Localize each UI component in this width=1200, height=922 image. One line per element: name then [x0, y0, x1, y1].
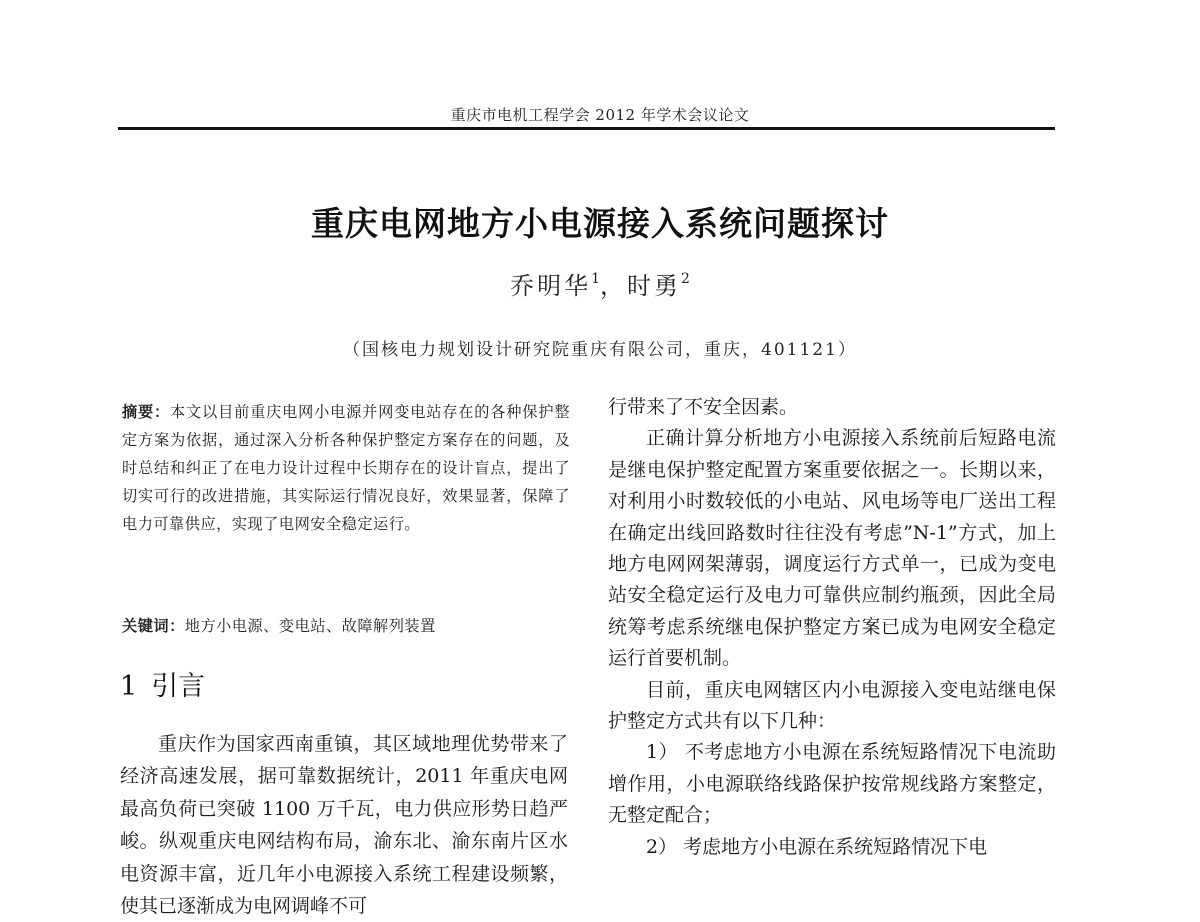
section-number: 1	[120, 671, 138, 702]
keywords-label: 关键词：	[122, 617, 185, 635]
abstract-label: 摘要：	[122, 403, 171, 421]
paper-title: 重庆电网地方小电源接入系统问题探讨	[311, 204, 889, 243]
running-header: 重庆市电机工程学会 2012 年学术会议论文	[450, 106, 750, 124]
body-paragraph: 正确计算分析地方小电源接入系统前后短路电流是继电保护整定配置方案重要依据之一。长期以来，对利用小时数较低的小电站、风电场等电厂送出工程在确定出线回路数时往往没有考虑”N-1”方式，加上地方电网网架薄弱，调度运行方式单一，已成为变电站安全稳定运行及电力可靠供应制约瓶颈，因此全局统筹考虑系统继电保护整定方案已成为电网安全稳定运行首要机制。	[608, 427, 1056, 670]
body-paragraph: 重庆作为国家西南重镇，其区域地理优势带来了经济高速发展，据可靠数据统计，2011 年重庆电网最高负荷已突破 1100 万千瓦，电力供应形势日趋严峻。纵观重庆电网结构布局，渝东北、渝东南片区水电资源丰富，近几年小电源接入系统工程建设频繁，使其已逐渐成为电网调峰不可	[120, 733, 568, 918]
abstract	[122, 398, 570, 538]
right-column-body	[608, 392, 1056, 897]
body-paragraph-continuation: 行带来了不安全因素。	[608, 396, 799, 418]
keywords	[122, 615, 570, 636]
author-separator: ，	[600, 272, 627, 300]
section-heading	[120, 664, 205, 703]
affiliation: （国核电力规划设计研究院重庆有限公司，重庆，401121）	[343, 340, 857, 360]
section-title: 引言	[151, 671, 206, 702]
body-paragraph: 目前，重庆电网辖区内小电源接入变电站继电保护整定方式共有以下几种：	[608, 678, 1056, 733]
header-rule	[118, 127, 1055, 130]
author-list	[0, 266, 1200, 301]
author-affiliation-mark: 1	[591, 271, 600, 287]
list-item: 1） 不考虑地方小电源在系统短路情况下电流助增作用，小电源联络线路保护按常规线路方案整定，无整定配合；	[608, 741, 1056, 827]
author-name: 时勇	[627, 272, 681, 300]
author-affiliation-mark: 2	[681, 271, 690, 287]
left-column-body	[120, 728, 568, 918]
abstract-text: 本文以目前重庆电网小电源并网变电站存在的各种保护整定方案为依据，通过深入分析各种保护整定方案存在的问题，及时总结和纠正了在电力设计过程中长期存在的设计盲点，提出了切实可行的改进措施，其实际运行情况良好，效果显著，保障了电力可靠供应，实现了电网安全稳定运行。	[122, 403, 571, 533]
author-name: 乔明华	[510, 272, 592, 300]
keywords-text: 地方小电源、变电站、故障解列装置	[184, 617, 436, 635]
list-item: 2） 考虑地方小电源在系统短路情况下电	[646, 835, 988, 858]
